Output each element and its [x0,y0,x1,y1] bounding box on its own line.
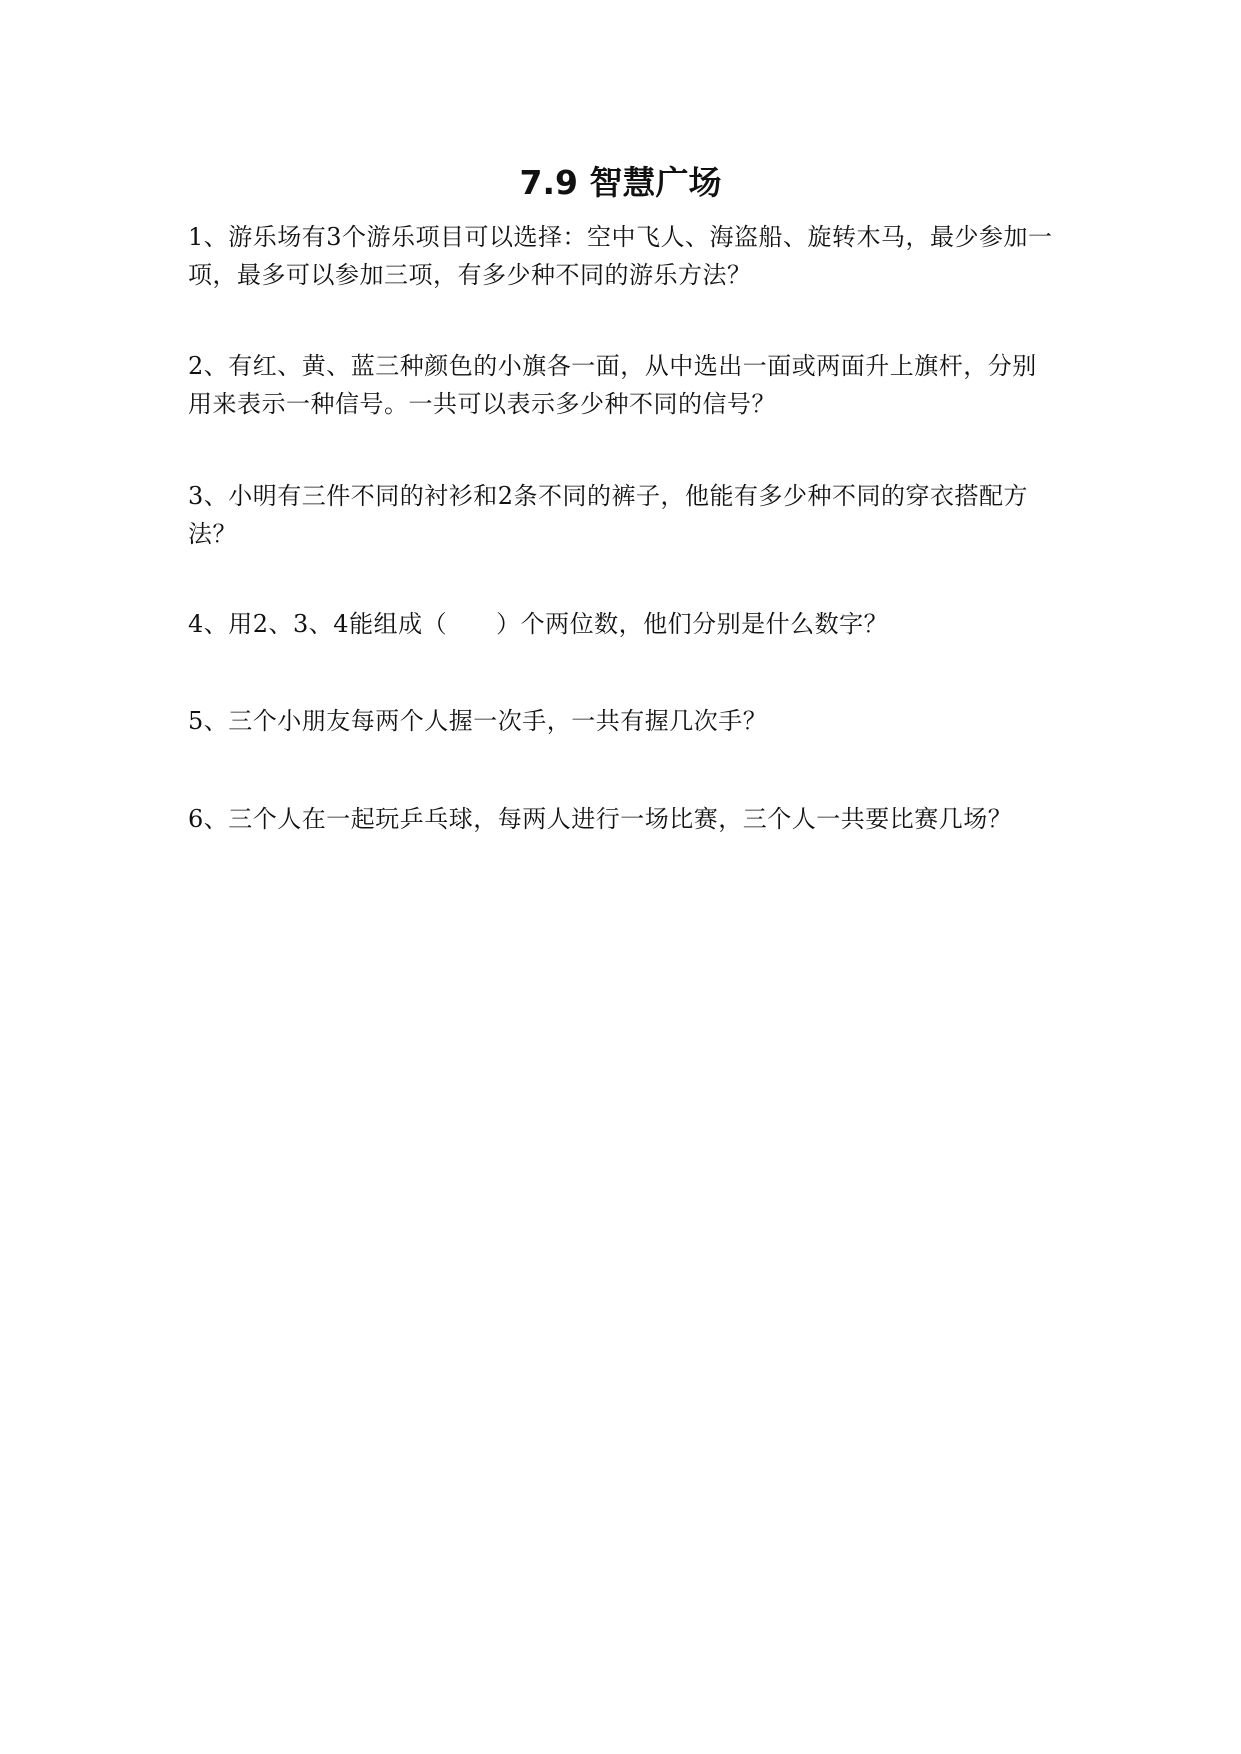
question-3: 3、小明有三件不同的衬衫和2条不同的裤子，他能有多少种不同的穿衣搭配方法？ [188,482,1029,548]
question-6: 6、三个人在一起玩乒乓球，每两人进行一场比赛，三个人一共要比赛几场？ [188,805,1013,833]
question-5: 5、三个小朋友每两个人握一次手，一共有握几次手？ [188,707,768,735]
question-2: 2、有红、黄、蓝三种颜色的小旗各一面，从中选出一面或两面升上旗杆，分别用来表示一种信号。一共可以表示多少种不同的信号？ [188,352,1037,418]
question-1: 1、游乐场有3个游乐项目可以选择：空中飞人、海盗船、旋转木马，最少参加一项，最多可以参加三项，有多少种不同的游乐方法？ [188,223,1053,289]
page-title: 7.9 智慧广场 [519,163,722,202]
question-4: 4、用2、3、4能组成（ ）个两位数，他们分别是什么数字？ [188,610,889,638]
